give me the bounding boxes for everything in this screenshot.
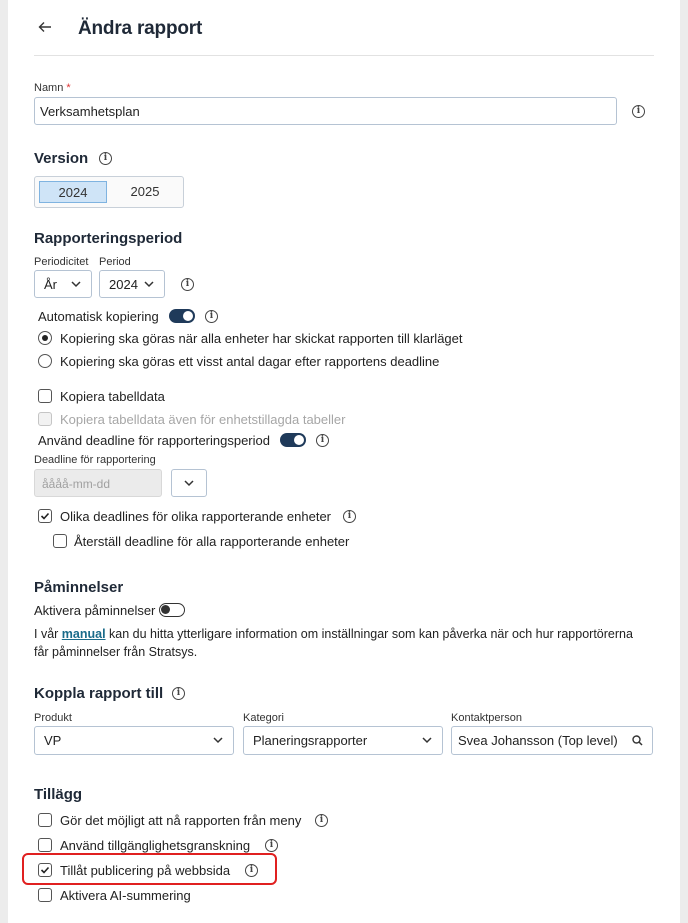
checkmark-icon: [40, 511, 50, 521]
product-select[interactable]: [34, 726, 234, 755]
ai-summary-label: Aktivera AI-summering: [60, 888, 191, 903]
name-label: Namn *: [34, 82, 71, 94]
use-deadline-label: Använd deadline för rapporteringsperiod: [38, 433, 270, 448]
auto-copy-toggle[interactable]: [169, 309, 195, 323]
deadline-dropdown-button[interactable]: [171, 469, 207, 497]
menu-access-label: Gör det möjligt att nå rapporten från meny: [60, 813, 302, 828]
period-label: Period: [99, 256, 131, 268]
chevron-down-icon: [71, 281, 81, 288]
reset-deadline-checkbox[interactable]: [53, 534, 67, 548]
reporting-period-title: Rapporteringsperiod: [34, 230, 183, 247]
search-icon[interactable]: [632, 735, 643, 746]
connect-title: Koppla rapport till: [34, 685, 164, 702]
menu-access-checkbox[interactable]: [38, 813, 52, 827]
version-option-2025[interactable]: 2025: [130, 184, 160, 199]
category-select[interactable]: [243, 726, 443, 755]
category-value: Planeringsrapporter: [253, 733, 368, 748]
highlight-box: [22, 853, 277, 885]
periodicity-label: Periodicitet: [34, 256, 89, 268]
name-input[interactable]: [34, 97, 617, 125]
copy-after-deadline-radio[interactable]: [38, 354, 52, 368]
deadline-label: Deadline för rapportering: [34, 454, 156, 466]
chevron-down-icon: [184, 480, 194, 487]
info-icon[interactable]: i: [99, 152, 112, 165]
product-label: Produkt: [34, 712, 72, 724]
version-option-2024[interactable]: 2024: [39, 181, 107, 203]
contact-search-input[interactable]: [451, 726, 653, 755]
copy-table-data-label: Kopiera tabelldata: [60, 389, 165, 404]
info-icon[interactable]: i: [315, 814, 328, 827]
info-icon[interactable]: i: [245, 864, 258, 877]
copy-table-data-checkbox[interactable]: [38, 389, 52, 403]
copy-table-data-units-checkbox[interactable]: [38, 412, 52, 426]
copy-when-all-done-label: Kopiering ska göras när alla enheter har skickat rapporten till klarläget: [60, 331, 463, 346]
activate-reminders-label: Aktivera påminnelser: [34, 603, 156, 618]
category-label: Kategori: [243, 712, 284, 724]
reset-deadline-label: Återställ deadline för alla rapporterande enheter: [74, 534, 350, 549]
info-icon[interactable]: i: [316, 434, 329, 447]
chevron-down-icon: [144, 281, 154, 288]
info-icon[interactable]: i: [265, 839, 278, 852]
header-divider: [34, 55, 654, 56]
copy-table-data-units-label: Kopiera tabelldata även för enhetstillagda tabeller: [60, 412, 346, 427]
reminders-info-text-line2: får påminnelser från Stratsys.: [34, 645, 198, 659]
deadline-date-input[interactable]: åååå-mm-dd: [34, 469, 162, 497]
ai-summary-checkbox[interactable]: [38, 888, 52, 902]
accessibility-label: Använd tillgänglighetsgranskning: [60, 838, 251, 853]
reminders-info-text: I vår manual kan du hitta ytterligare information om inställningar som kan påverka när och hur rapportörerna: [34, 627, 633, 641]
publish-web-label: Tillåt publicering på webbsida: [60, 863, 231, 878]
contact-label: Kontaktperson: [451, 712, 522, 724]
copy-when-all-done-radio[interactable]: [38, 331, 52, 345]
chevron-down-icon: [213, 737, 223, 744]
accessibility-checkbox[interactable]: [38, 838, 52, 852]
chevron-down-icon: [422, 737, 432, 744]
info-icon[interactable]: i: [205, 310, 218, 323]
different-deadlines-checkbox[interactable]: [38, 509, 52, 523]
activate-reminders-toggle[interactable]: [159, 603, 185, 617]
period-select[interactable]: [99, 270, 165, 298]
report-settings-panel: [8, 0, 680, 923]
periodicity-value: År: [44, 277, 57, 292]
reminders-title: Påminnelser: [34, 579, 124, 596]
period-value: 2024: [109, 277, 138, 292]
contact-value: Svea Johansson (Top level): [458, 733, 618, 748]
page-title: Ändra rapport: [78, 18, 203, 39]
product-value: VP: [44, 733, 62, 748]
info-icon[interactable]: i: [181, 278, 194, 291]
copy-after-deadline-label: Kopiering ska göras ett visst antal dagar efter rapportens deadline: [60, 354, 440, 369]
arrow-left-icon[interactable]: [38, 20, 58, 40]
info-icon[interactable]: i: [632, 105, 645, 118]
periodicity-select[interactable]: [34, 270, 92, 298]
info-icon[interactable]: i: [172, 687, 185, 700]
info-icon[interactable]: i: [343, 510, 356, 523]
auto-copy-label: Automatisk kopiering: [38, 309, 159, 324]
manual-link[interactable]: manual: [61, 627, 106, 641]
use-deadline-toggle[interactable]: [280, 433, 306, 447]
addons-title: Tillägg: [34, 786, 83, 803]
version-selector: [34, 176, 184, 208]
different-deadlines-label: Olika deadlines för olika rapporterande enheter: [60, 509, 332, 524]
version-title: Version: [34, 150, 89, 167]
